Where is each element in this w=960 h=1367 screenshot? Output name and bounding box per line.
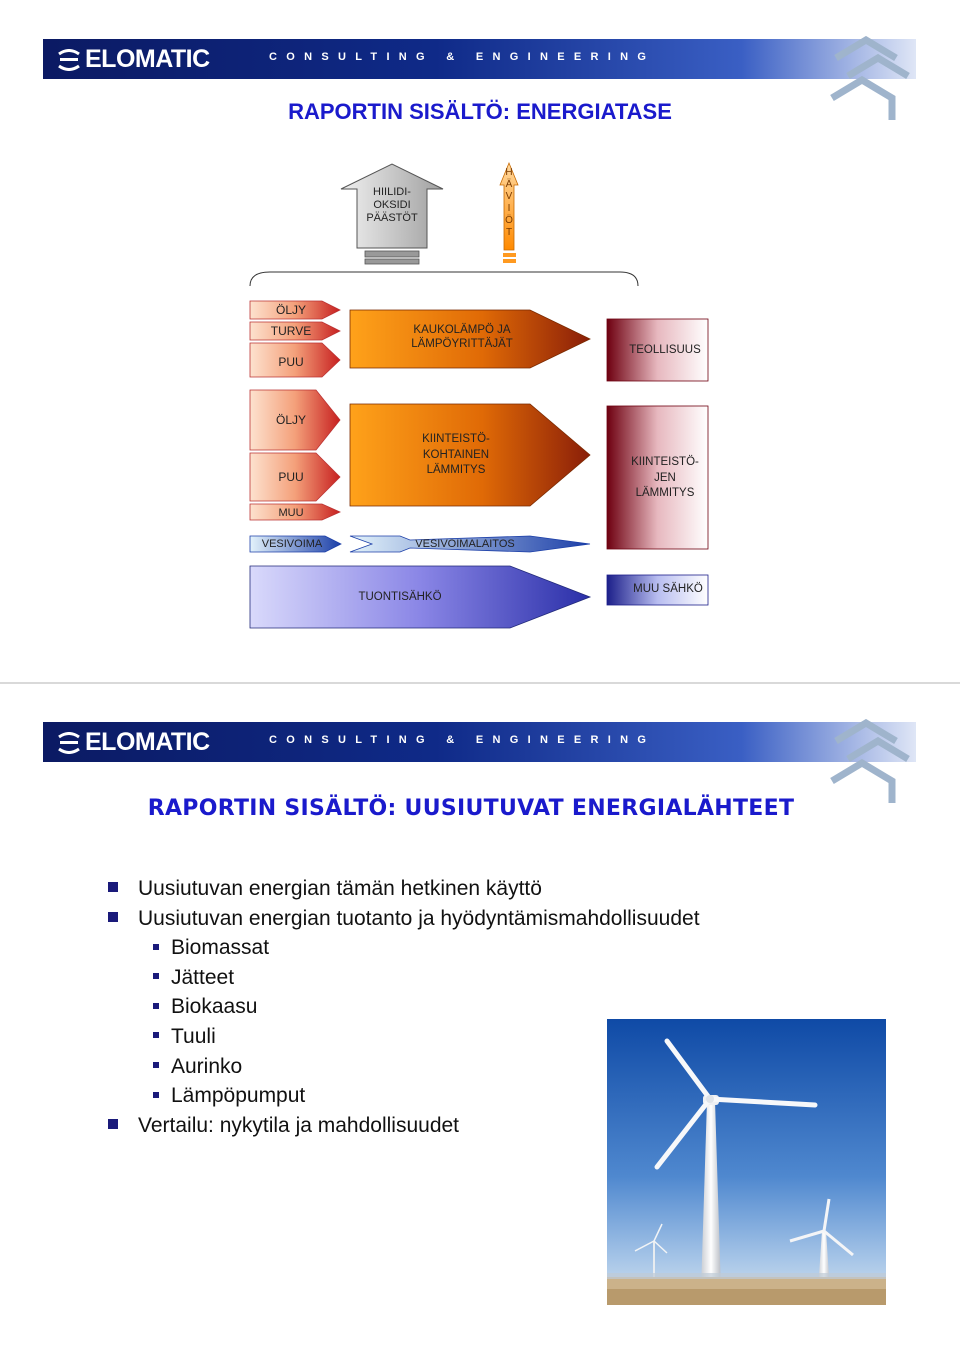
row1-process-label: KAUKOLÄMPÖ JA LÄMPÖYRITTÄJÄT xyxy=(411,324,513,350)
sub-list-item: Biomassat xyxy=(108,933,700,963)
bullet-square-icon xyxy=(153,1003,159,1009)
row1-consumer-label: TEOLLISUUS xyxy=(629,344,701,356)
bullet-square-icon xyxy=(153,973,159,979)
row2-consumer-label: KIINTEISTÖ- JEN LÄMMITYS xyxy=(631,456,699,499)
row2-fuel-1: ÖLJY xyxy=(275,413,306,427)
losses-label: H Ä V I Ö T xyxy=(505,167,513,238)
bullet-square-icon xyxy=(108,912,118,922)
slide-energy-balance xyxy=(0,0,960,682)
list-item: Uusiutuvan energian tämän hetkinen käyttö xyxy=(108,874,700,904)
bullet-square-icon xyxy=(153,1032,159,1038)
row2-fuels xyxy=(250,390,340,520)
bullet-square-icon xyxy=(108,882,118,892)
wind-turbines-photo xyxy=(607,1019,886,1305)
emissions-label: HIILIDI- OKSIDI PÄÄSTÖT xyxy=(366,186,418,224)
sub-list-item: Lämpöpumput xyxy=(108,1081,700,1111)
row1-fuel-1: ÖLJY xyxy=(275,303,306,317)
sub-list-item: Tuuli xyxy=(108,1022,700,1052)
sub-list-item: Biokaasu xyxy=(108,992,700,1022)
row2-fuel-2: PUU xyxy=(278,470,304,484)
sub-list-item: Jätteet xyxy=(108,963,700,993)
logo-text: ELOMATIC xyxy=(85,45,210,73)
bracket xyxy=(250,272,638,286)
bullet-square-icon xyxy=(108,1119,118,1129)
list-item: Vertailu: nykytila ja mahdollisuudet xyxy=(108,1111,700,1141)
list-item: Uusiutuvan energian tuotanto ja hyödyntämismahdollisuudet xyxy=(108,904,700,934)
row3-process-label: VESIVOIMALAITOS xyxy=(415,538,515,550)
page-title: RAPORTIN SISÄLTÖ: UUSIUTUVAT ENERGIALÄHTEET xyxy=(147,796,795,821)
row1-fuel-2: TURVE xyxy=(270,324,312,338)
header-banner xyxy=(43,722,916,762)
tagline: CONSULTING & ENGINEERING xyxy=(269,51,656,63)
bullet-square-icon xyxy=(153,944,159,950)
row3-source-label: VESIVOIMA xyxy=(261,538,323,550)
logo-text: ELOMATIC xyxy=(85,728,210,756)
row2-process-label: KIINTEISTÖ- KOHTAINEN LÄMMITYS xyxy=(422,433,490,476)
tagline: CONSULTING & ENGINEERING xyxy=(269,734,656,746)
slide-renewables xyxy=(0,684,960,1367)
row2-fuel-3: MUU xyxy=(278,507,304,519)
row4-source-label: TUONTISÄHKÖ xyxy=(358,591,442,603)
elomatic-logo xyxy=(57,728,210,757)
row1-fuel-3: PUU xyxy=(278,355,304,369)
page-title: RAPORTIN SISÄLTÖ: ENERGIATASE xyxy=(288,99,672,124)
row4-consumer-label: MUU SÄHKÖ xyxy=(633,583,703,595)
bullet-square-icon xyxy=(153,1092,159,1098)
bullet-square-icon xyxy=(153,1062,159,1068)
sub-list-item: Aurinko xyxy=(108,1052,700,1082)
elomatic-logo-icon xyxy=(57,732,81,754)
